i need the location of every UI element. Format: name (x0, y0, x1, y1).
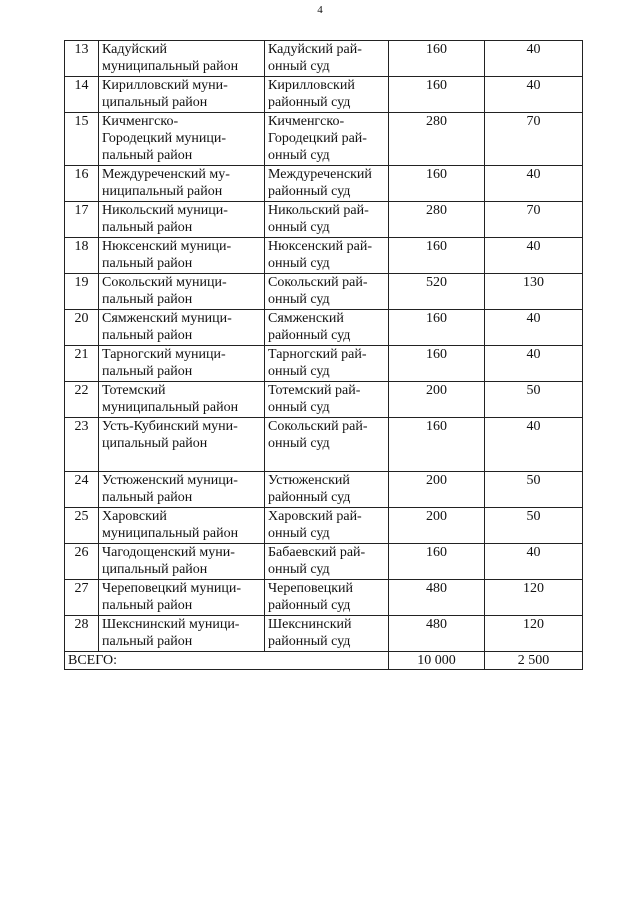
court-name: Кирилловский районный суд (265, 77, 389, 113)
court-name: Шекснинский районный суд (265, 616, 389, 652)
table-row (65, 418, 583, 472)
row-number: 14 (65, 77, 99, 113)
table-row (65, 41, 583, 77)
value-2: 120 (485, 580, 583, 616)
value-2: 130 (485, 274, 583, 310)
value-1: 160 (389, 544, 485, 580)
court-name: Харовский рай- онный суд (265, 508, 389, 544)
value-2: 50 (485, 382, 583, 418)
table-row (65, 472, 583, 508)
court-name: Никольский рай- онный суд (265, 202, 389, 238)
district-name: Междуреченский му- ниципальный район (99, 166, 265, 202)
row-number: 18 (65, 238, 99, 274)
district-name: Никольский муници- пальный район (99, 202, 265, 238)
court-name: Сокольский рай- онный суд (265, 274, 389, 310)
district-name: Череповецкий муници- пальный район (99, 580, 265, 616)
district-name: Усть-Кубинский муни- ципальный район (99, 418, 265, 472)
court-name: Кадуйский рай- онный суд (265, 41, 389, 77)
value-1: 160 (389, 238, 485, 274)
value-1: 480 (389, 580, 485, 616)
row-number: 20 (65, 310, 99, 346)
district-name: Харовский муниципальный район (99, 508, 265, 544)
court-name: Междуреченский районный суд (265, 166, 389, 202)
value-1: 160 (389, 77, 485, 113)
court-name: Тотемский рай- онный суд (265, 382, 389, 418)
value-1: 160 (389, 418, 485, 472)
row-number: 21 (65, 346, 99, 382)
value-1: 160 (389, 310, 485, 346)
table-row (65, 346, 583, 382)
district-name: Сямженский муници- пальный район (99, 310, 265, 346)
row-number: 27 (65, 580, 99, 616)
table-row (65, 382, 583, 418)
table-row (65, 238, 583, 274)
value-2: 120 (485, 616, 583, 652)
value-1: 200 (389, 508, 485, 544)
row-number: 28 (65, 616, 99, 652)
value-2: 40 (485, 41, 583, 77)
total-value-2: 2 500 (485, 652, 583, 670)
value-2: 40 (485, 238, 583, 274)
row-number: 23 (65, 418, 99, 472)
value-2: 50 (485, 472, 583, 508)
value-2: 40 (485, 544, 583, 580)
value-2: 50 (485, 508, 583, 544)
value-1: 200 (389, 472, 485, 508)
district-name: Сокольский муници- пальный район (99, 274, 265, 310)
value-2: 40 (485, 418, 583, 472)
row-number: 15 (65, 113, 99, 166)
row-number: 17 (65, 202, 99, 238)
court-name: Тарногский рай- онный суд (265, 346, 389, 382)
value-2: 40 (485, 166, 583, 202)
court-name: Бабаевский рай- онный суд (265, 544, 389, 580)
total-row (65, 652, 583, 670)
value-2: 40 (485, 346, 583, 382)
court-name: Сокольский рай- онный суд (265, 418, 389, 472)
table-row (65, 580, 583, 616)
value-2: 70 (485, 113, 583, 166)
value-2: 40 (485, 310, 583, 346)
district-name: Тотемский муниципальный район (99, 382, 265, 418)
page-number: 4 (317, 4, 323, 16)
row-number: 19 (65, 274, 99, 310)
table-row (65, 274, 583, 310)
row-number: 24 (65, 472, 99, 508)
table-row (65, 616, 583, 652)
table-row (65, 166, 583, 202)
court-name: Сямженский районный суд (265, 310, 389, 346)
table-row (65, 202, 583, 238)
district-name: Тарногский муници- пальный район (99, 346, 265, 382)
value-1: 520 (389, 274, 485, 310)
table-row (65, 544, 583, 580)
district-name: Кирилловский муни- ципальный район (99, 77, 265, 113)
court-name: Устюженский районный суд (265, 472, 389, 508)
district-name: Шекснинский муници- пальный район (99, 616, 265, 652)
district-name: Нюксенский муници- пальный район (99, 238, 265, 274)
value-1: 200 (389, 382, 485, 418)
value-2: 70 (485, 202, 583, 238)
district-name: Чагодощенский муни- ципальный район (99, 544, 265, 580)
district-name: Устюженский муници- пальный район (99, 472, 265, 508)
allocation-table (64, 40, 583, 670)
row-number: 22 (65, 382, 99, 418)
row-number: 16 (65, 166, 99, 202)
table-row (65, 113, 583, 166)
table-row (65, 310, 583, 346)
value-1: 160 (389, 41, 485, 77)
value-1: 280 (389, 202, 485, 238)
table-body (65, 41, 583, 652)
value-1: 280 (389, 113, 485, 166)
row-number: 13 (65, 41, 99, 77)
row-number: 26 (65, 544, 99, 580)
district-name: Кичменгско- Городецкий муници- пальный район (99, 113, 265, 166)
table-row (65, 508, 583, 544)
court-name: Нюксенский рай- онный суд (265, 238, 389, 274)
court-name: Кичменгско- Городецкий рай- онный суд (265, 113, 389, 166)
value-1: 480 (389, 616, 485, 652)
value-1: 160 (389, 346, 485, 382)
total-label: ВСЕГО: (65, 652, 389, 670)
district-name: Кадуйский муниципальный район (99, 41, 265, 77)
row-number: 25 (65, 508, 99, 544)
table-row (65, 77, 583, 113)
court-name: Череповецкий районный суд (265, 580, 389, 616)
total-value-1: 10 000 (389, 652, 485, 670)
value-2: 40 (485, 77, 583, 113)
value-1: 160 (389, 166, 485, 202)
